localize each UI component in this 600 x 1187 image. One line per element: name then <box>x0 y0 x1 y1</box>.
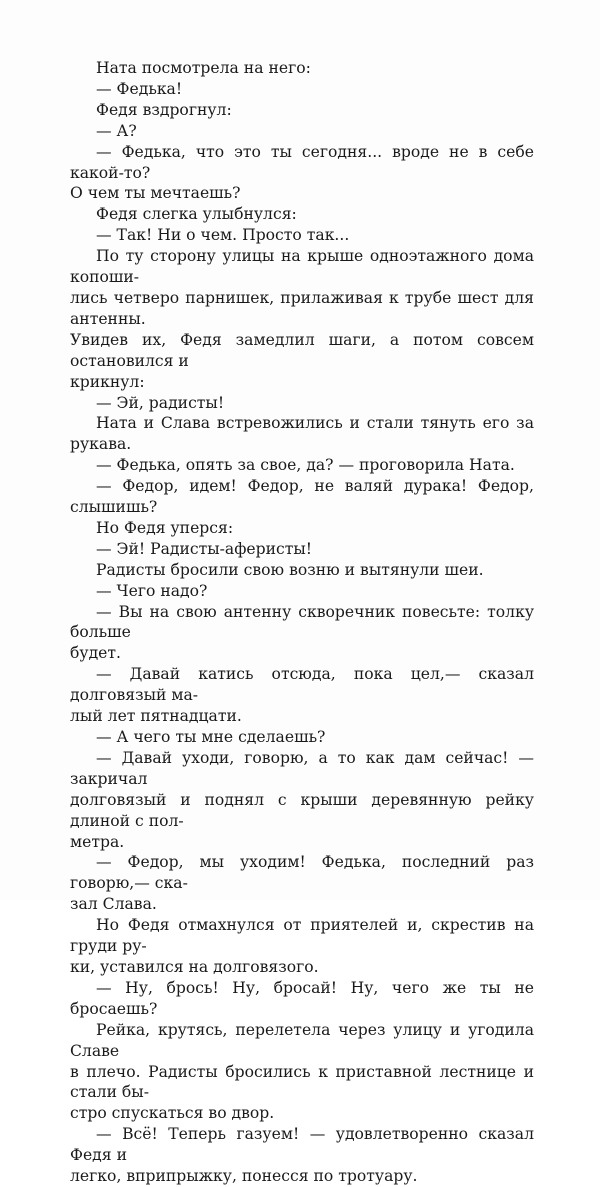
paragraph-23: — Ну, брось! Ну, бросай! Ну, чего же ты не бросаешь? <box>70 978 534 1018</box>
paragraph-10: Ната и Слава встревожились и стали тянуть его за рукава. <box>70 414 534 454</box>
paragraph-21: — Федор, мы уходим! Федька, последний раз говорю,— ска- зал Слава. <box>70 853 534 914</box>
paragraph-7: — Так! Ни о чем. Просто так... <box>96 226 350 245</box>
paragraph-8: По ту сторону улицы на крыше одноэтажного дома копоши- лись четверо парнишек, прилаживая к трубе шест для антенны. Увидев их, Федя замедлил шаги, а потом совсем остановился и крикнул: <box>70 247 534 391</box>
paragraph-11: — Федька, опять за свое, да? — проговорила Ната. <box>96 456 515 475</box>
paragraph-12: — Федор, идем! Федор, не валяй дурака! Федор, слышишь? <box>70 477 534 517</box>
paragraph-25: — Всё! Теперь газуем! — удовлетворенно сказал Федя и легко, вприпрыжку, понесся по тротуару. <box>70 1125 534 1186</box>
paragraph-4: — А? <box>96 121 137 140</box>
paragraph-1: Ната посмотрела на него: <box>96 59 311 77</box>
paragraph-24: Рейка, крутясь, перелетела через улицу и угодила Славе в плечо. Радисты бросились к приставной лестнице и стали бы- стро спускаться во двор. <box>70 1020 534 1123</box>
paragraph-14: — Эй! Радисты-аферисты! <box>96 539 313 558</box>
paragraph-15: Радисты бросили свою возню и вытянули шеи. <box>96 560 484 579</box>
paragraph-17: — Вы на свою антенну скворечник повесьте: толку больше будет. <box>70 602 534 663</box>
story-text <box>70 58 534 1187</box>
paragraph-16: — Чего надо? <box>96 581 208 600</box>
paragraph-2: — Федька! <box>96 79 183 98</box>
paragraph-22: Но Федя отмахнулся от приятелей и, скрестив на груди ру- ки, уставился на долговязого. <box>70 916 534 976</box>
paragraph-19: — А чего ты мне сделаешь? <box>96 728 326 746</box>
paragraph-3: Федя вздрогнул: <box>96 100 232 119</box>
paragraph-9: — Эй, радисты! <box>96 393 225 412</box>
paragraph-20: — Давай уходи, говорю, а то как дам сейчас! — закричал долговязый и поднял с крыши деревянную рейку длиной с пол- метра. <box>70 748 534 851</box>
paragraph-6: Федя слегка улыбнулся: <box>96 205 297 224</box>
paragraph-5: — Федька, что это ты сегодня... вроде не в себе какой-то? О чем ты мечтаешь? <box>70 142 534 203</box>
paragraph-18: — Давай катись отсюда, пока цел,— сказал долговязый ма- лый лет пятнадцати. <box>70 665 534 726</box>
paragraph-13: Но Федя уперся: <box>96 518 234 537</box>
